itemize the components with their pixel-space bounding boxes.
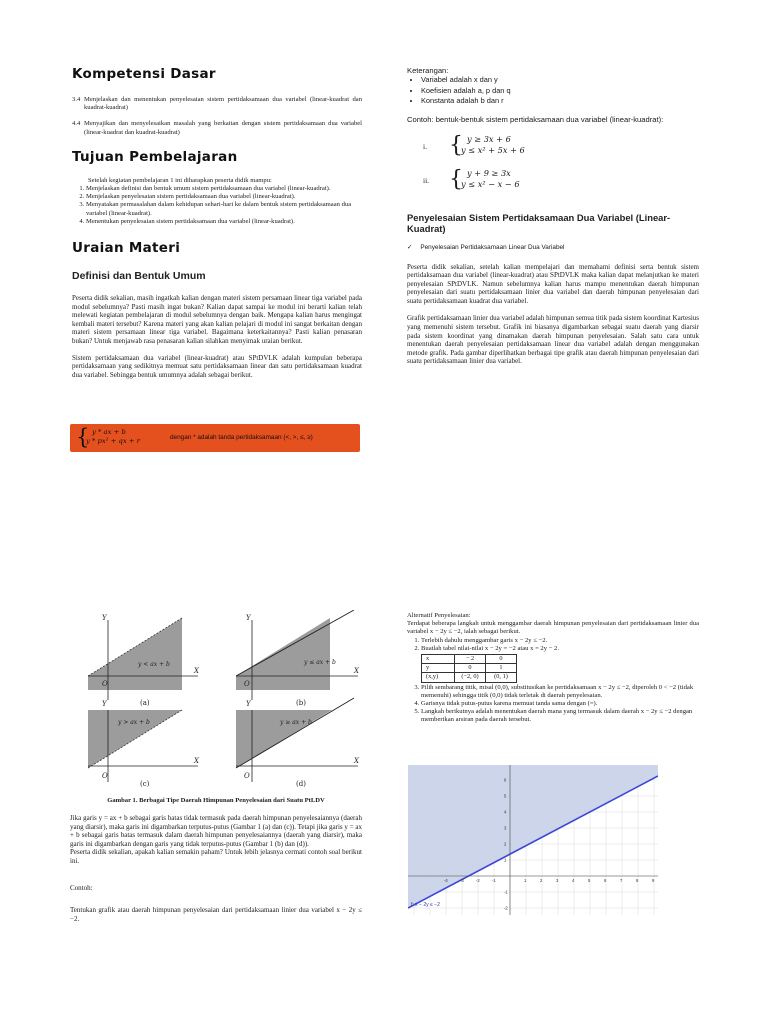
y-tick-label: -2	[504, 905, 508, 911]
value-table	[421, 654, 517, 683]
tujuan-intro: Setelah kegiatan pembelajaran 1 ini diharapkan peserta didik mampu:	[88, 176, 272, 184]
y-tick-label: -1	[504, 889, 508, 895]
graph-b	[236, 610, 360, 707]
y-tick-label: 6	[504, 777, 507, 783]
figure-caption: Gambar 1. Berbagai Tipe Daerah Himpunan Penyelesaian dari Suatu PtLDV	[107, 797, 325, 804]
contoh-label: Contoh:	[70, 883, 93, 892]
contoh-soal: Tentukan grafik atau daerah himpunan penyelesaian dari pertidaksamaan linier dua variabel x − 2y ≤ −2.	[70, 906, 362, 923]
kd-item	[72, 96, 362, 112]
x-tick-label: -3	[460, 878, 464, 883]
axis-x-label: X	[194, 757, 199, 765]
list-item: 1. Menjelaskan definisi dan bentuk umum sistem pertidaksamaan dua variabel (linear-kuadrat).	[86, 185, 362, 193]
kd-text: Menyajikan dan menyelesaikan masalah yang berkaitan dengan sistem pertidaksamaan dua variabel (linear-kuadrat dan kuadrat-kuadrat)	[84, 120, 362, 136]
table-cell: (−2, 0)	[455, 673, 486, 682]
kd-num: 4.4	[72, 120, 81, 128]
x-tick-label: 1	[524, 878, 527, 883]
x-tick-label: -2	[476, 878, 480, 883]
kd-num: 3.4	[72, 96, 81, 103]
axis-y-label: Y	[102, 614, 107, 622]
general-form-note: dengan * adalah tanda pertidaksamaan (<, >, ≤, ≥)	[170, 434, 313, 441]
tujuan-list	[72, 185, 362, 226]
origin-label: O	[244, 772, 250, 780]
x-tick-label: 2	[540, 878, 543, 883]
table-cell: 1	[486, 664, 517, 673]
kd-text: Menjelaskan dan menentukan penyelesaian sistem pertidaksamaan dua variabel (linear-kuadrat dan kuadrat-kuadrat)	[84, 96, 362, 112]
graph-a	[88, 614, 200, 707]
graph-followup: Peserta didik sekalian, apakah kalian semakin paham? Untuk lebih jelasnya cermati contoh soal berikut ini.	[70, 848, 362, 865]
brace-symbol: {	[449, 166, 463, 192]
left-column-top	[72, 66, 362, 379]
list-item: 3. Pilih sembarang titik, misal (0,0), substitusikan ke pertidaksamaan x − 2y ≤ −2, diperoleh 0 < −2 (tidak memenuhi) sehingga titik (0,0) tidak terletak di daerah penyelesaian.	[421, 684, 699, 700]
x-tick-label: -4	[444, 878, 448, 883]
origin-label: O	[102, 772, 108, 780]
list-item: • Konstanta adalah b dan r	[421, 96, 699, 107]
table-row	[422, 664, 517, 673]
list-item: 4. Garisnya tidak putus-putus karena memuat tanda sama dengan (=).	[421, 700, 699, 708]
y-tick-label: 2	[504, 841, 507, 847]
check-icon: ✓	[407, 243, 413, 251]
graph-label: (a)	[140, 699, 150, 707]
example-eq: y ≤ x² + 5x + 6	[461, 144, 525, 155]
steps-list	[407, 637, 699, 725]
axis-x-label: X	[194, 667, 199, 675]
kd-list	[72, 96, 362, 137]
general-form-box	[70, 424, 360, 452]
table-cell: 0	[486, 655, 517, 664]
table-cell: y	[422, 664, 455, 673]
definisi-title: Definisi dan Bentuk Umum	[72, 270, 206, 283]
y-tick-label: 1	[504, 857, 507, 863]
table-cell: (0, 1)	[486, 673, 517, 682]
y-tick-label: 5	[504, 793, 507, 799]
contoh-examples	[407, 124, 699, 200]
alt-title: Alternatif Penyelesaian:	[407, 612, 471, 619]
penyelesaian-para1: Peserta didik sekalian, setelah kalian mempelajari dan memahami definisi serta bentuk sistem pertidaksamaan dua variabel (linear-kuadrat) atau SPtDVLK maka kalian dapat melanjutkan ke materi penyelesaian SPtDVLK. Namun sebelumnya kalian harus mampu menentukan daerah himpunan penyelesaian dari suatu pertidaksamaan linier dua variabel dan daerah himpunan penyelesaian dari suatu pertidaksamaan kuadrat dua variabel.	[407, 262, 699, 305]
example-eq: y ≤ x² − x − 6	[461, 178, 520, 189]
x-tick-label: 7	[620, 878, 623, 883]
axis-y-label: Y	[246, 614, 251, 622]
origin-label: O	[102, 680, 108, 688]
x-tick-label: 8	[636, 878, 639, 883]
graph-d	[236, 698, 360, 788]
x-tick-label: 3	[556, 878, 559, 883]
axis-x-label: X	[354, 667, 359, 675]
penyelesaian-title: Penyelesaian Sistem Pertidaksamaan Dua Variabel (Linear-Kuadrat)	[407, 211, 671, 234]
kd-item	[72, 120, 362, 136]
check-item	[407, 243, 699, 251]
inequality-graphs	[88, 610, 368, 795]
right-column-top	[407, 66, 699, 366]
list-item: 1. Terlebih dahulu menggambar garis x − 2y ≤ −2.	[421, 637, 699, 645]
inequality-label: y > ax + b	[118, 719, 150, 726]
contoh-title: Contoh: bentuk-bentuk sistem pertidaksamaan dua variabel (linear-kuadrat):	[407, 114, 664, 124]
brace-symbol: {	[449, 132, 463, 158]
graph-explanation: Jika garis y = ax + b sebagai garis batas tidak termasuk pada daerah himpunan penyelesaiannya (daerah yang diarsir), maka garis ini digambarkan terputus-putus (Gambar 1 (a) dan (c)). Tetapi jika garis y = ax + b sebagai garis batas termasuk dalam daerah himpunan penyelesaiannya (daerah yang diarsir), maka garis ini digambarkan dengan garis yang tidak terputus-putus (Gambar 1 (b) dan (d)).	[70, 814, 362, 848]
step-text: Buatlah tabel nilai-nilai x − 2y = −2 atau x = 2y − 2.	[421, 644, 559, 652]
solution-graph	[408, 765, 658, 915]
right-column-bottom	[407, 612, 699, 725]
keterangan-list	[407, 75, 699, 107]
graph-c	[88, 710, 200, 788]
inequality-label: y < ax + b	[138, 661, 170, 668]
uraian-title: Uraian Materi	[72, 240, 181, 257]
x-tick-label: -1	[492, 878, 496, 883]
table-cell: − 2	[455, 655, 486, 664]
check-item-label: Penyelesaian Pertidaksamaan Linear Dua Variabel	[420, 243, 565, 251]
penyelesaian-para2: Grafik pertidaksamaan linier dua variabel adalah himpunan semua titik pada sistem koordinat Kartesius yang memenuhi sistem tersebut. Grafik ini biasanya digambarkan sebagai suatu daerah yang diarsir pada sistem koordinat yang dinamakan daerah himpunan penyelesaian. Salah satu cara untuk menentukan daerah penyelesaian pertidaksamaan linear dua variabel adalah dengan menggunakan metode grafik. Pada gambar diperlihatkan berbagai tipe grafik atau daerah himpunan penyelesaian dari suatu pertidaksamaan linier dua variabel.	[407, 314, 699, 366]
brace-symbol: {	[76, 425, 90, 449]
tujuan-title: Tujuan Pembelajaran	[72, 148, 238, 165]
general-form-eqs	[86, 428, 140, 446]
list-item: 4. Menentukan penyelesaian sistem pertidaksamaan dua variabel (linear-kuadrat).	[86, 218, 362, 226]
definisi-para1: Peserta didik sekalian, masih ingatkah kalian dengan materi sistem persamaan linear tiga variabel pada modul sebelumnya? Pasti masih ingat bukan? Kalian dapat sampai ke modul ini berarti kalian telah melewati kegiatan pembelajaran di modul sebelumnya dengan baik. Mengapa kalian harus mengingat kembali materi tersebut? Karena materi yang akan kalian pelajari di modul ini sangat berkaitan dengan materi sistem persamaan linear tiga variabel. Bagaimana keterkaitannya? Pasti kalian penasaran bukan? Untuk menjawab rasa penasaran kalian silahkan menyimak uraian berikut.	[72, 294, 362, 345]
kompetensi-title: Kompetensi Dasar	[72, 66, 216, 82]
graph-label: (d)	[296, 780, 306, 788]
list-item: 5. Langkah berikutnya adalah menentukan daerah mana yang termasuk dalam daerah x − 2y ≤ −2 dengan memberikan arsiran pada daerah tersebut.	[421, 708, 699, 724]
table-cell: x	[422, 655, 455, 664]
x-tick-label: 6	[604, 878, 607, 883]
eq-quadratic: y * px² + qx + r	[86, 437, 140, 445]
axis-x-label: X	[354, 757, 359, 765]
table-cell: (x,y)	[422, 673, 455, 682]
y-tick-label: 4	[504, 809, 507, 815]
table-row	[422, 655, 517, 664]
inequality-label: y ≥ ax + b	[280, 719, 312, 726]
list-item: 2. Menjelaskan penyelesaian sistem pertidaksamaan dua variabel (linear-kuadrat).	[86, 193, 362, 201]
list-item	[421, 645, 699, 683]
left-column-bottom	[70, 797, 362, 923]
graph-label: (b)	[296, 699, 306, 707]
origin-label: O	[244, 680, 250, 688]
y-tick-label: 3	[504, 825, 507, 831]
list-item: 3. Menyatakan permasalahan dalam kehidupan sehari-hari ke dalam bentuk sistem pertidaksamaan dua variabel (linear-kuadrat).	[86, 201, 362, 217]
graph-function-label: f: x − 2y ≤ −2	[411, 902, 440, 908]
example-label: i.	[423, 141, 427, 151]
x-tick-label: 4	[572, 878, 575, 883]
example-eq: y ≥ 3x + 6	[467, 133, 511, 144]
graph-label: (c)	[140, 780, 150, 788]
example-system	[461, 168, 520, 190]
x-tick-label: 5	[588, 878, 591, 883]
keterangan-label: Keterangan:	[407, 66, 449, 75]
x-tick-label: 9	[652, 878, 655, 883]
eq-linear: y * ax + b	[92, 428, 126, 436]
shaded-region	[236, 618, 330, 690]
list-item: • Variabel adalah x dan y	[421, 75, 699, 86]
table-cell: 0	[455, 664, 486, 673]
example-label: ii.	[423, 175, 430, 185]
table-row	[422, 673, 517, 682]
inequality-label: y ≤ ax + b	[304, 659, 336, 666]
alt-intro: Terdapat beberapa langkah untuk menggambar daerah himpunan penyelesaian dari pertidaksamaan linier dua variabel x − 2y ≤ −2, ialah sebagai berikut.	[407, 620, 699, 636]
axis-y-label: Y	[246, 700, 251, 708]
definisi-para2: Sistem pertidaksamaan dua variabel (linear-kuadrat) atau SPtDVLK adalah kumpulan beberapa pertidaksamaan yang sedikitnya memuat satu pertidaksamaan linear dan satu pertidaksamaan kuadrat dua variabel. Sebingga bentuk umumnya adalah sebagai berikut.	[72, 353, 362, 379]
example-system	[461, 134, 525, 156]
list-item: • Koefisien adalah a, p dan q	[421, 86, 699, 97]
axis-y-label: Y	[102, 700, 107, 708]
example-eq: y + 9 ≥ 3x	[467, 167, 511, 178]
